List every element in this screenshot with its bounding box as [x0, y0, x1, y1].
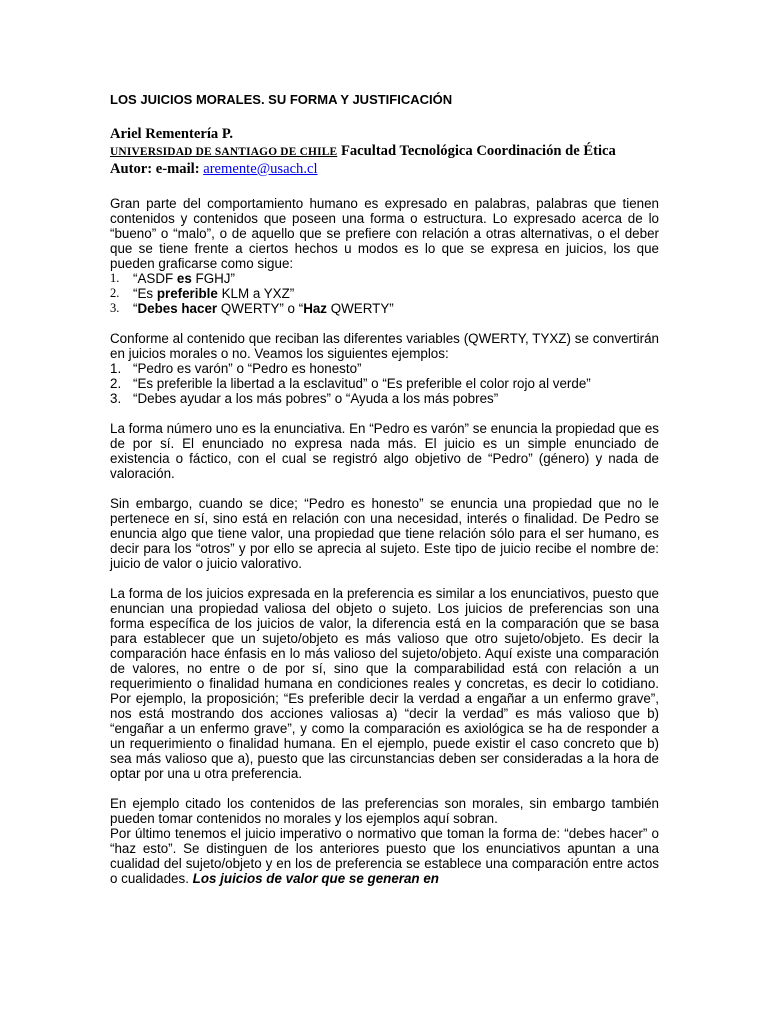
faculty-name: Facultad Tecnológica Coordinación de Ética — [340, 143, 616, 159]
affiliation-line — [110, 143, 659, 161]
list-text: KLM a YXZ” — [217, 286, 295, 301]
list-number: 2. — [110, 286, 120, 300]
paragraph-1: Gran parte del comportamiento humano es expresado en palabras, palabras que tienen contenidos y contenidos que poseen una forma o estructura. Lo expresado acerca de lo “bueno” o “malo”, o de aquello que se prefiere con relación a otras alternativas, o el deber que se tiene frente a ciertos hechos u modos es lo que se expresa en juicios, los que pueden graficarse como sigue: — [110, 196, 659, 271]
list-number: 3. — [110, 301, 120, 315]
paragraph-4: Sin embargo, cuando se dice; “Pedro es honesto” se enuncia una propiedad que no le pertenece en sí, sino está en relación con una necesidad, interés o finalidad. De Pedro se enuncia algo que tiene valor, una propiedad que tiene relación sólo para el ser humano, es decir para los “otros” y por ello se aprecia al sujeto. Este tipo de juicio recibe el nombre de: juicio de valor o juicio valorativo. — [110, 496, 659, 571]
list-text: QWERTY” o “ — [217, 301, 304, 316]
author-name: Ariel Rementería P. — [110, 126, 234, 142]
list-text: QWERTY” — [327, 301, 394, 316]
list-number: 3. — [110, 391, 122, 406]
paragraph-7-text: Por último tenemos el juicio imperativo o normativo que toman la forma de: “debes hacer” o “haz esto”. Se distinguen de los anteriores puesto que los enunciativos apuntan a una cualidad del sujeto/objeto y en los de preferencia se establece una comparación entre actos o cualidades. — [110, 826, 659, 886]
list-text: “Es preferible la libertad a la esclavitud” o “Es preferible el color rojo al verde” — [133, 376, 591, 391]
list-number: 2. — [110, 376, 122, 391]
paragraph-7 — [110, 826, 659, 886]
list-item — [110, 391, 659, 406]
list-text: “Pedro es varón” o “Pedro es honesto” — [133, 361, 362, 376]
document-title: LOS JUICIOS MORALES. SU FORMA Y JUSTIFICACIÓN — [110, 92, 453, 107]
example-list — [110, 361, 659, 406]
list-bold: Haz — [303, 301, 328, 316]
document-body — [110, 92, 659, 886]
email-label: Autor: e-mail: — [110, 161, 200, 177]
email-link[interactable]: aremente@usach.cl — [203, 161, 318, 177]
list-bold: preferible — [156, 286, 218, 301]
paragraph-3: La forma número uno es la enunciativa. En “Pedro es varón” se enuncia la propiedad que es de por sí. El enunciado no expresa nada más. El juicio es un simple enunciado de existencia o fáctico, con el cual se registró algo objetivo de “Pedro” (género) y nada de valoración. — [110, 421, 659, 481]
list-item — [110, 271, 659, 286]
paragraph-2: Conforme al contenido que reciban las diferentes variables (QWERTY, TYXZ) se convertirán en juicios morales o no. Veamos los siguientes ejemplos: — [110, 331, 659, 361]
list-text: FGHJ” — [191, 271, 235, 286]
list-bold: es — [176, 271, 192, 286]
list-text: “Es — [133, 286, 157, 301]
university-name: UNIVERSIDAD DE SANTIAGO DE CHILE — [110, 146, 338, 158]
paragraph-7-emphasis: Los juicios de valor que se generan en — [192, 871, 439, 886]
list-text: “ASDF — [133, 271, 177, 286]
list-item — [110, 286, 659, 301]
list-item — [110, 361, 659, 376]
list-number: 1. — [110, 361, 122, 376]
list-text: “Debes ayudar a los más pobres” o “Ayuda a los más pobres” — [133, 391, 499, 406]
email-line — [110, 161, 659, 178]
list-number: 1. — [110, 271, 120, 285]
list-item — [110, 301, 659, 316]
list-text: “ — [133, 301, 138, 316]
list-item — [110, 376, 659, 391]
paragraph-5: La forma de los juicios expresada en la preferencia es similar a los enunciativos, puesto que enuncian una propiedad valiosa del objeto o sujeto. Los juicios de preferencias son una forma específica de los juicios de valor, la diferencia está en la comparación que se basa para establecer que un sujeto/objeto es más valioso que otro sujeto/objeto. Es decir la comparación hace énfasis en lo más valioso del sujeto/objeto. Aquí existe una comparación de valores, no entre o de por sí, sino que la comparabilidad está con relación a un requerimiento o finalidad humana en condiciones reales y concretas, es decir lo cotidiano. Por ejemplo, la proposición; “Es preferible decir la verdad a engañar a un enfermo grave”, nos está mostrando dos acciones valiosas a) “decir la verdad” es más valioso que b) “engañar a un enfermo grave”, y como la comparación es axiológica se ha de responder a un requerimiento o finalidad humana. En el ejemplo, puede existir el caso concreto que b) sea más valioso que a), puesto que las circunstancias deben ser consideradas a la hora de optar por una u otra preferencia. — [110, 586, 659, 781]
paragraph-6: En ejemplo citado los contenidos de las preferencias son morales, sin embargo también pueden tomar contenidos no morales y los ejemplos aquí sobran. — [110, 796, 659, 826]
form-list — [110, 271, 659, 316]
list-bold: Debes hacer — [137, 301, 218, 316]
